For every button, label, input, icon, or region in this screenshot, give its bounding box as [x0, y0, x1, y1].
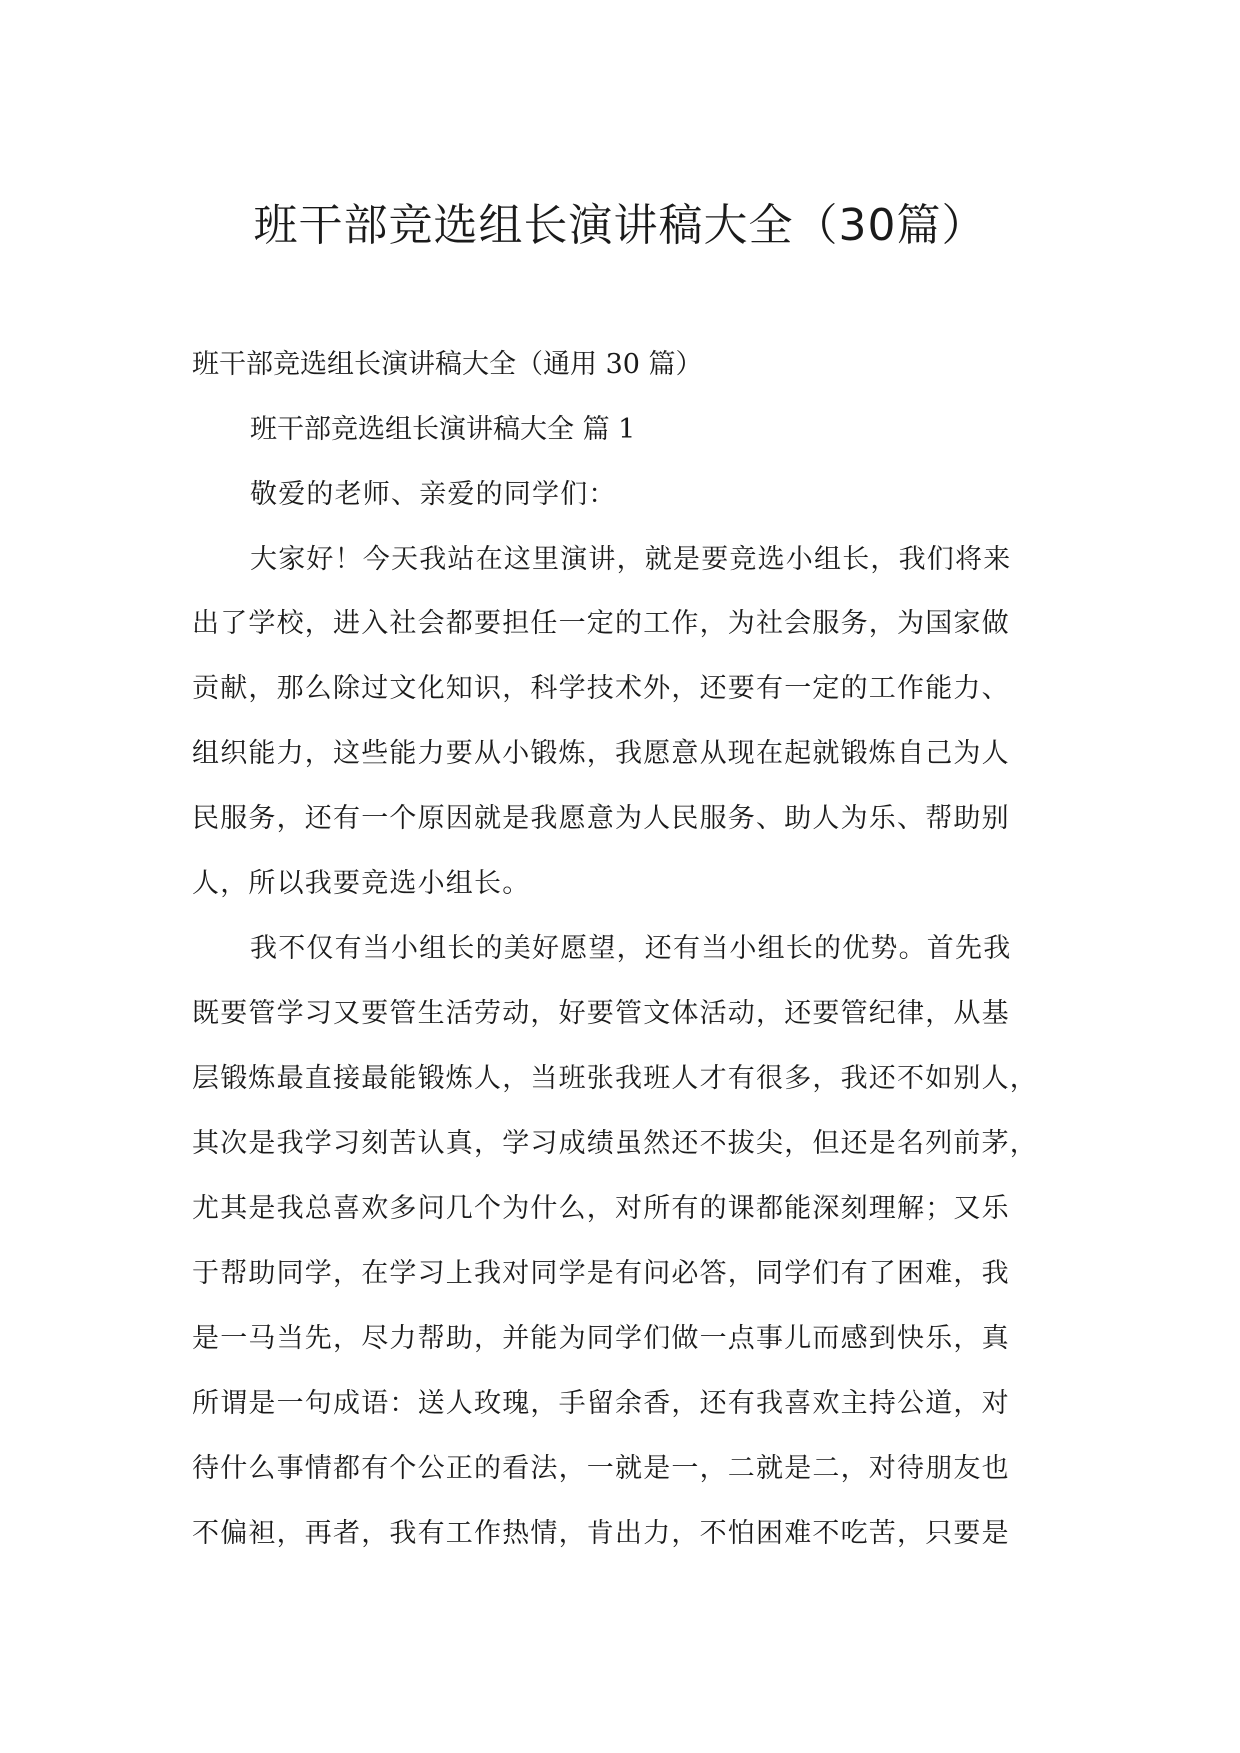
body-line: 既要管学习又要管生活劳动，好要管文体活动，还要管纪律，从基 [192, 998, 1010, 1029]
body-line: 贡献，那么除过文化知识，科学技术外，还要有一定的工作能力、 [192, 673, 1010, 704]
body-line: 不偏袒，再者，我有工作热情，肯出力，不怕困难不吃苦，只要是 [192, 1518, 1010, 1549]
body-line: 出了学校，进入社会都要担任一定的工作，为社会服务，为国家做 [192, 608, 1010, 639]
document-title: 班干部竞选组长演讲稿大全（30篇） [253, 200, 987, 251]
body-line: 待什么事情都有个公正的看法，一就是一，二就是二，对待朋友也 [192, 1453, 1010, 1484]
body-line: 我不仅有当小组长的美好愿望，还有当小组长的优势。首先我 [250, 933, 1012, 964]
body-line: 其次是我学习刻苦认真，学习成绩虽然还不拔尖，但还是名列前茅， [192, 1128, 1038, 1159]
body-line: 组织能力，这些能力要从小锻炼，我愿意从现在起就锻炼自己为人 [192, 738, 1010, 769]
body-line: 层锻炼最直接最能锻炼人，当班张我班人才有很多，我还不如别人， [192, 1063, 1038, 1094]
salutation-line: 敬爱的老师、亲爱的同学们： [250, 479, 617, 510]
body-line: 是一马当先，尽力帮助，并能为同学们做一点事儿而感到快乐，真 [192, 1323, 1010, 1354]
body-line: 大家好！今天我站在这里演讲，就是要竞选小组长，我们将来 [250, 544, 1012, 575]
body-line: 人，所以我要竞选小组长。 [192, 868, 531, 899]
body-line: 于帮助同学，在学习上我对同学是有问必答，同学们有了困难，我 [192, 1258, 1010, 1289]
body-line: 所谓是一句成语：送人玫瑰，手留余香，还有我喜欢主持公道，对 [192, 1388, 1010, 1419]
document-subtitle: 班干部竞选组长演讲稿大全（通用 30 篇） [192, 349, 703, 380]
body-line: 尤其是我总喜欢多问几个为什么，对所有的课都能深刻理解；又乐 [192, 1193, 1010, 1224]
body-line: 民服务，还有一个原因就是我愿意为人民服务、助人为乐、帮助别 [192, 803, 1010, 834]
chapter-heading: 班干部竞选组长演讲稿大全 篇 1 [250, 414, 636, 445]
